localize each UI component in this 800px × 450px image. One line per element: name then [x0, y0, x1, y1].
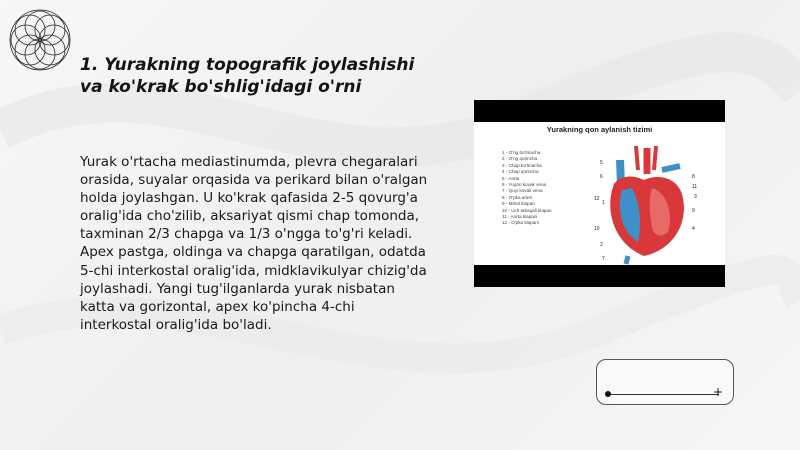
callout-number: 6	[600, 174, 603, 180]
callout-number: 5	[600, 160, 603, 166]
diagram-legend	[502, 150, 552, 227]
progress-handle-dot-icon[interactable]	[605, 391, 611, 397]
plus-icon[interactable]: +	[713, 385, 724, 399]
progress-track[interactable]	[609, 394, 719, 395]
image-letterbox-bottom	[474, 265, 725, 287]
legend-item: 3 - Chap bo'lmacha	[502, 162, 542, 168]
legend-item: 6 - Yuqori kovak vena	[502, 182, 547, 188]
callout-number: 7	[602, 256, 605, 262]
legend-item: 7 - Quyi kovak vena	[502, 188, 543, 194]
callout-number: 11	[692, 184, 698, 190]
legend-item: 12 - O'pka klapani	[502, 220, 539, 226]
callout-number: 9	[692, 208, 695, 214]
legend-item: 1 - O'ng bo'lmacha	[502, 150, 541, 155]
callout-number: 10	[594, 226, 600, 232]
geometric-logo-icon	[4, 4, 76, 76]
heart-illustration	[592, 140, 702, 266]
callout-number: 4	[692, 226, 695, 232]
slide-body-text: Yurak o'rtacha mediastinumda, plevra chegaralari orasida, suyalar orqasida va perikard bilan o'ralgan holda joylashgan. U ko'krak qafasida 2-5 qovurg'a oralig'ida cho'zilib, aksariyat qismi chap tomonda, taxminan 2/3 chapga va 1/3 o'ngga to'g'ri keladi. Apex pastga, oldinga va chapga qaratilgan, odatda 5-chi interkostal oralig'ida, midklavikulyar chizig'da joylashadi. Yangi tug'ilganlarda yurak nisbatan katta va gorizontal, apex ko'pincha 4-chi interkostal oralig'ida bo'ladi.	[80, 154, 428, 333]
legend-item: 8 - O'pka arteri	[502, 194, 533, 200]
callout-number: 8	[692, 174, 695, 180]
legend-item: 11 - Aorta klapani	[502, 214, 538, 220]
legend-item: 2 - O'ng qorincha	[502, 156, 538, 162]
legend-item: 10 - Uch tabaqali klapan	[502, 207, 552, 213]
legend-item: 9 - Mitral klapan	[502, 201, 535, 207]
callout-number: 3	[694, 194, 697, 200]
legend-item: 5 - Aorta	[502, 175, 520, 181]
callout-number: 12	[594, 196, 600, 202]
legend-item: 4 - Chap qorincha	[502, 169, 539, 175]
slide-title: 1. Yurakning topografik joylashishi va ko'krak bo'shlig'idagi o'rni	[80, 55, 415, 97]
diagram-title: Yurakning qon aylanish tizimi	[546, 125, 653, 134]
media-progress-control[interactable]	[596, 359, 734, 405]
heart-diagram-image	[474, 100, 725, 287]
callout-number: 1	[602, 200, 605, 206]
callout-number: 2	[600, 242, 603, 248]
image-letterbox-top	[474, 100, 725, 122]
